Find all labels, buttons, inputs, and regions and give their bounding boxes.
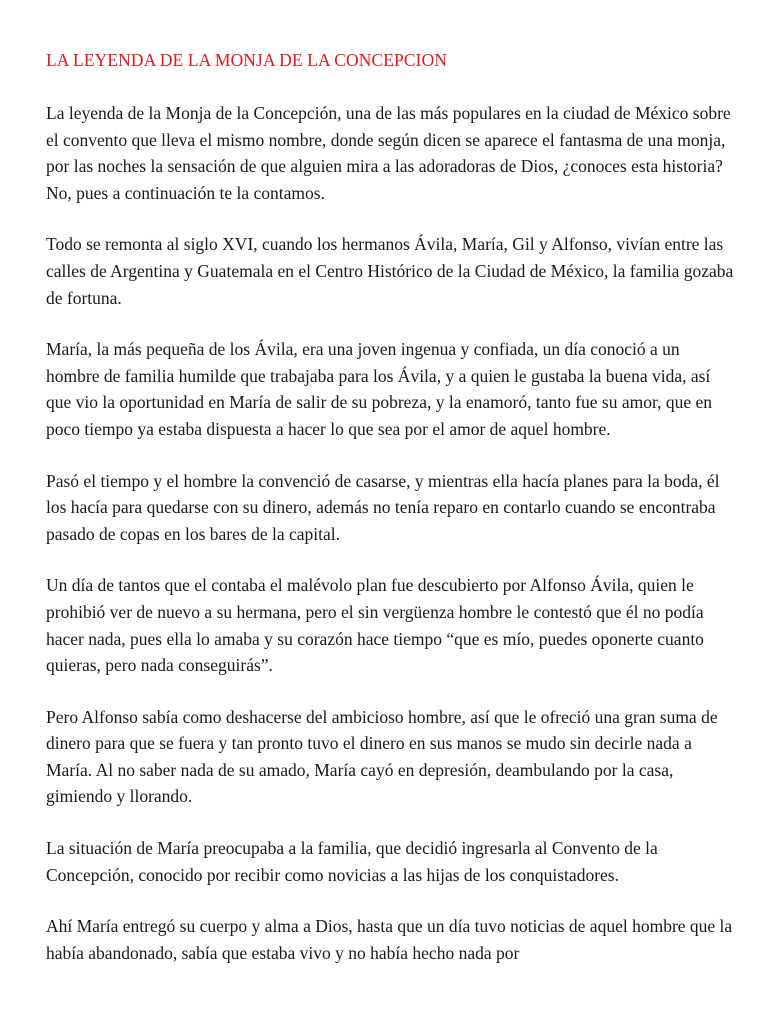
paragraph-3: María, la más pequeña de los Ávila, era una joven ingenua y confiada, un día conoció a un hombre de familia humilde que trabajaba para los Ávila, y a quien le gustaba la buena vida, así que vio la oportunidad en María de salir de su pobreza, y la enamoró, tanto fue su amor, que en poco tiempo ya estaba dispuesta a hacer lo que sea por el amor de aquel hombre. — [46, 339, 713, 439]
paragraph-2: Todo se remonta al siglo XVI, cuando los hermanos Ávila, María, Gil y Alfonso, vivían entre las calles de Argentina y Guatemala en el Centro Histórico de la Ciudad de México, la familia gozaba de fortuna. — [46, 234, 734, 308]
paragraph-6: Pero Alfonso sabía como deshacerse del ambicioso hombre, así que le ofreció una gran suma de dinero para que se fuera y tan pronto tuvo el dinero en sus manos se mudo sin decirle nada a María. Al no saber nada de su amado, María cayó en depresión, deambulando por la casa, gimiendo y llorando. — [46, 706, 718, 807]
document-page — [46, 47, 736, 991]
document-title: LA LEYENDA DE LA MONJA DE LA CONCEPCION — [46, 50, 448, 70]
paragraph-8: Ahí María entregó su cuerpo y alma a Dios, hasta que un día tuvo noticias de aquel hombre que la había abandonado, sabía que estaba vivo y no había hecho nada por — [46, 916, 733, 963]
paragraph-5: Un día de tantos que el contaba el malévolo plan fue descubierto por Alfonso Ávila, quien le prohibió ver de nuevo a su hermana, pero el sin vergüenza hombre le contestó que él no podía hacer nada, pues ella lo amaba y su corazón hace tiempo “que es mío, puedes oponerte cuanto quieras, pero nada conseguirás”. — [46, 575, 704, 676]
paragraph-1: La leyenda de la Monja de la Concepción, una de las más populares en la ciudad de México sobre el convento que lleva el mismo nombre, donde según dicen se aparece el fantasma de una monja, por las noches la sensación de que alguien mira a las adoradoras de Dios, ¿conoces esta historia? No, pues a continuación te la contamos. — [46, 103, 731, 203]
paragraph-7: La situación de María preocupaba a la familia, que decidió ingresarla al Convento de la Concepción, conocido por recibir como novicias a las hijas de los conquistadores. — [46, 838, 658, 885]
paragraph-4: Pasó el tiempo y el hombre la convenció de casarse, y mientras ella hacía planes para la boda, él los hacía para quedarse con su dinero, además no tenía reparo en contarlo cuando se encontraba pasado de copas en los bares de la capital. — [46, 470, 720, 544]
